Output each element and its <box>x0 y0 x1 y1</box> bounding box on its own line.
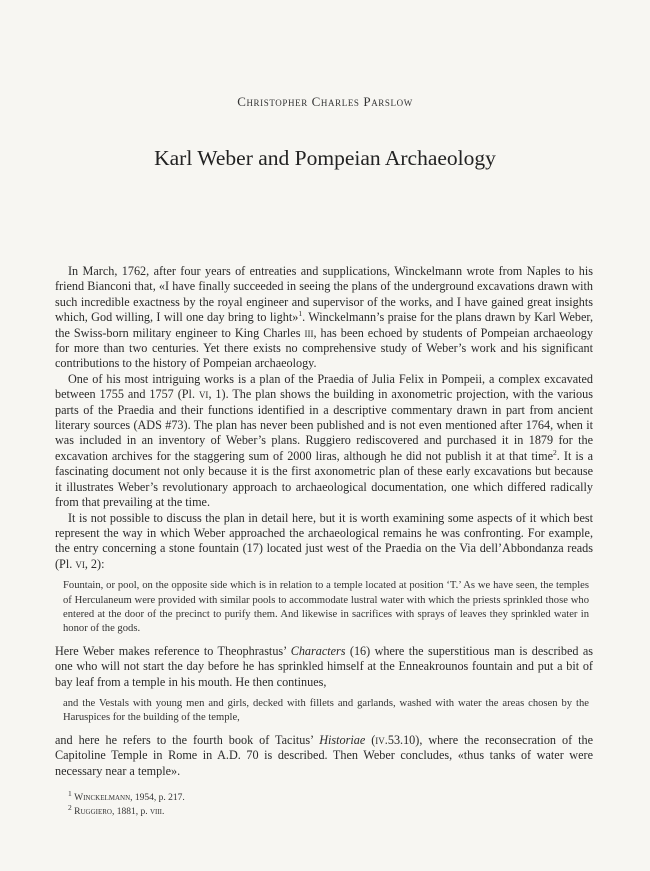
paragraph-1-text-a: In March, 1762, after four years of entreaties and supplications, Winckelmann wrote from Naples to his friend Bianconi that, «I have finally succeeded in seeing the plans of the underground excavations drawn with such incredible exactness by the royal engineer and supervisor of the works, and I have gained great insights which, God willing, I will one day bring to light» <box>55 264 593 325</box>
plate-numeral: vi <box>198 387 209 402</box>
paragraph-3-text-b: , 2): <box>84 556 105 571</box>
paragraph-2-text-c: . It is a fascinating document not only because it is the first axonometric plan of these early excavations but because it illustrates Weber’s revolutionary approach to archaeological documentation, one which differed radically from that prevailing at the time. <box>55 448 594 510</box>
footnote-1 <box>68 788 185 803</box>
paragraph-2 <box>55 372 593 511</box>
paragraph-5 <box>55 733 593 779</box>
paragraph-2-text-b: , 1). The plan shows the building in axonometric projection, with the various parts of the Praedia and their functions identified in a descriptive commentary drawn in part from ancient literary sources (ADS #73). The plan has never been published and is not even mentioned after 1764, when it was included in an inventory of Weber’s plans. Ruggiero rediscovered and purchased it in 1879 for the excavation archives for the staggering sum of 2000 liras, although he did not publish it at that time <box>55 387 593 463</box>
block-quote-2: and the Vestals with young men and girls, decked with fillets and garlands, washed with water the areas chosen by the Haruspices for the building of the temple, <box>63 697 589 724</box>
article-title: Karl Weber and Pompeian Archaeology <box>154 146 496 170</box>
footnote-ref-1: 1 <box>298 309 303 319</box>
paragraph-5-text-a: and here he refers to the fourth book of Tacitus’ <box>55 732 320 747</box>
paragraph-1-text-c: , has been echoed by students of Pompeian archaeology for more than two centuries. Yet there exists no comprehensive study of Weber’s work and his significant contributions to the history of Pompeian archaeology. <box>55 325 593 371</box>
paragraph-1 <box>55 264 593 372</box>
block-quote-1: Fountain, or pool, on the opposite side which is in relation to a temple located at position ‘T.’ As we have seen, the temples of Herculaneum were provided with similar pools to accommodate lustral water with which the priests sprinkled those who entered at the door of the precinct to purify them. And likewise in sacrifices with sprays of leaves they sprinkled water in honor of the gods. <box>63 580 589 635</box>
footnote-author: Ruggiero <box>74 807 112 817</box>
king-numeral: iii <box>304 325 314 340</box>
footnote-rest: , 1881, p. <box>111 807 150 817</box>
footnote-ref-2: 2 <box>553 447 557 457</box>
paragraph-3-text-a: It is not possible to discuss the plan in detail here, but it is worth examining some aspects of it which best represent the way in which Weber approached the archaeological remains he was confronting. For example, the entry concerning a stone fountain (17) located just west of the Praedia on the Via dell’Abbondanza reads (Pl. <box>55 510 593 571</box>
paragraph-4-text-b: (16) where the superstitious man is described as one who will not start the day before he has sprinkled himself at the Enneakrounos fountain and put a bit of bay leaf from a temple in his mouth. He then continues, <box>55 643 594 689</box>
paragraph-5-text-c: .53.10), where the reconsecration of the Capitoline Temple in Rome in A.D. 70 is described. Then Weber concludes, «thus tanks of water were necessary near a temple». <box>55 732 594 778</box>
paragraph-3 <box>55 511 593 573</box>
footnote-page: viii <box>149 807 163 817</box>
book-numeral: iv <box>375 732 385 747</box>
paragraph-1-text-b: . Winckelmann’s praise for the plans drawn by Karl Weber, the Swiss-born military engineer to King Charles <box>55 310 593 340</box>
footnote-2 <box>68 802 165 817</box>
paragraph-4-text-a: Here Weber makes reference to Theophrastus’ <box>55 643 291 658</box>
footnote-author: Winckelmann <box>74 793 131 803</box>
article-body <box>55 264 593 779</box>
footnote-number: 2 <box>68 802 72 812</box>
plate-numeral: vi <box>75 556 85 571</box>
work-title-historiae: Historiae <box>319 732 366 747</box>
paragraph-4 <box>55 644 593 690</box>
paragraph-5-text-b: ( <box>365 732 376 747</box>
author-name: Christopher Charles Parslow <box>237 94 413 109</box>
footnote-rest: , 1954, p. 217. <box>130 793 185 803</box>
footnote-number: 1 <box>68 788 72 798</box>
work-title-characters: Characters <box>290 643 346 658</box>
paragraph-2-text-a: One of his most intriguing works is a plan of the Praedia of Julia Felix in Pompeii, a complex excavated between 1755 and 1757 (Pl. <box>55 371 593 402</box>
footnote-end: . <box>162 807 165 817</box>
